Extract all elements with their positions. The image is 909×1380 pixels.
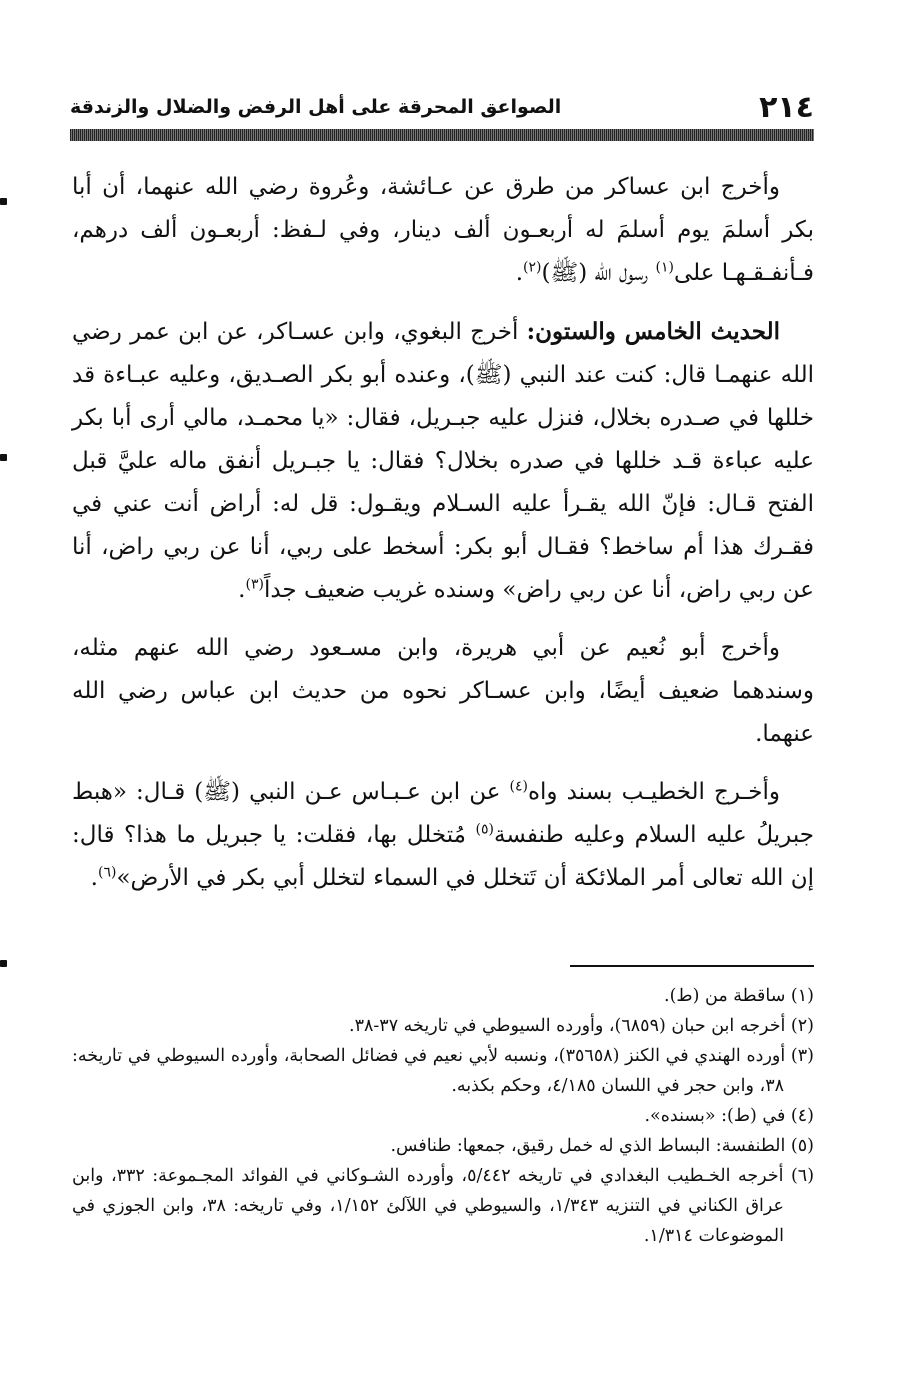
footnote-6: (٦) أخرجه الخـطيب البغدادي في تاريخه ٥/٤٤٢، وأورده الشـوكاني في الفوائد المجـموعة: ٣٣٢، وابن عراق الكناني في التنزيه ١/٣٤٣، والسيوطي في اللآلئ ١/١٥٢، وفي تاريخه: ٣٨، وابن الجوزي في الموضوعات ١/٣١٤. (72, 1166, 815, 1246)
footnote-ref-6: (٦) (97, 864, 117, 881)
footnotes-list (72, 981, 814, 1251)
page-number: ٢١٤ (759, 89, 814, 125)
footnote-ref-1: (١) (655, 259, 674, 276)
footnote-2: (٢) أخرجه ابن حبان (٦٨٥٩)، وأورده السيوطي في تاريخه ٣٧-٣٨. (348, 1016, 814, 1036)
book-title: الصواعق المحرقة على أهل الرفض والضلال والزندقة (70, 96, 562, 118)
header-rule (70, 129, 814, 141)
scan-margin-mark (0, 198, 7, 205)
footnote-ref-2: (٢) (523, 259, 542, 276)
footnote-ref-3: (٣) (245, 576, 264, 593)
footnote-4: (٤) في (ط): «بسنده». (644, 1106, 814, 1126)
scan-margin-mark (0, 960, 7, 967)
running-header (70, 88, 814, 126)
footnote-1: (١) ساقطة من (ط). (664, 986, 814, 1006)
footnote-ref-5: (٥) (475, 821, 495, 838)
footnote-separator (570, 965, 814, 967)
hadith-heading: الحديث الخامس والستون: (526, 318, 780, 345)
footnote-3: (٣) أورده الهندي في الكنز (٣٥٦٥٨)، ونسبه لأبي نعيم في فضائل الصحابة، وأورده السيوطي في تاريخه: ٣٨، وابن حجر في اللسان ٤/١٨٥، وحكم بكذبه. (72, 1046, 814, 1096)
paragraph-2: الحديث الخامس والستون: أخرج البغوي، وابن عسـاكر، عن ابن عمر رضي الله عنهمـا قال: كنت عند النبي (ﷺ)، وعنده أبو بكر الصـديق، وعليه عبـاءة قد خللها في صـدره بخلال، فنزل عليه جبـريل، فقال: «يا محمـد، مالي أرى أبا بكر عليه عباءة قـد خللها في صدره بخلال؟ فقال: يا جبـريل أنفق ماله عليَّ قبل الفتح قـال: فإنّ الله يقـرأ عليه السـلام ويقـول: قل له: أراض أنت عني في فقـرك هذا أم ساخط؟ فقـال أبو بكر: أسخط على ربي، أنا عن ربي راض، أنا عن ربي راض، أنا عن ربي راض» وسنده غريب ضعيف جداً$^{(٣)}$. (72, 318, 814, 603)
main-text (72, 166, 814, 915)
paragraph-3: وأخرج أبو نُعيم عن أبي هريرة، وابن مسـعود رضي الله عنهم مثله، وسندهما ضعيف أيضًا، وابن عسـاكر نحوه من حديث ابن عباس رضي الله عنهما. (72, 635, 814, 747)
footnote-5: (٥) الطنفسة: البساط الذي له خمل رقيق، جمعها: طنافس. (390, 1136, 814, 1156)
paragraph-1: وأخرج ابن عساكر من طرق عن عـائشة، وعُروة رضي الله عنهما، أن أبا بكر أسلمَ يوم أسلمَ له أربعـون ألف دينار، وفي لـفظ: أربعـون ألف درهم، فـأنفـقـهـا على$^{(١)}$ رسول الله (ﷺ)$^{(٢)}$. (72, 174, 814, 286)
footnote-ref-4: (٤) (509, 778, 528, 795)
scan-margin-mark (0, 454, 7, 461)
paragraph-4: وأخـرج الخطيـب بسند واه$^{(٤)}$ عن ابن عـبـاس عـن النبي (ﷺ) قـال: «هبط جبريلُ عليه السلام وعليه طنفسة$^{(٥)}$ مُتخلل بها، فقلت: يا جبريل ما هذا؟ قال: إن الله تعالى أمر الملائكة أن تَتخلل في السماء لتخلل أبي بكر في الأرض»$^{(٦)}$. (72, 778, 814, 891)
